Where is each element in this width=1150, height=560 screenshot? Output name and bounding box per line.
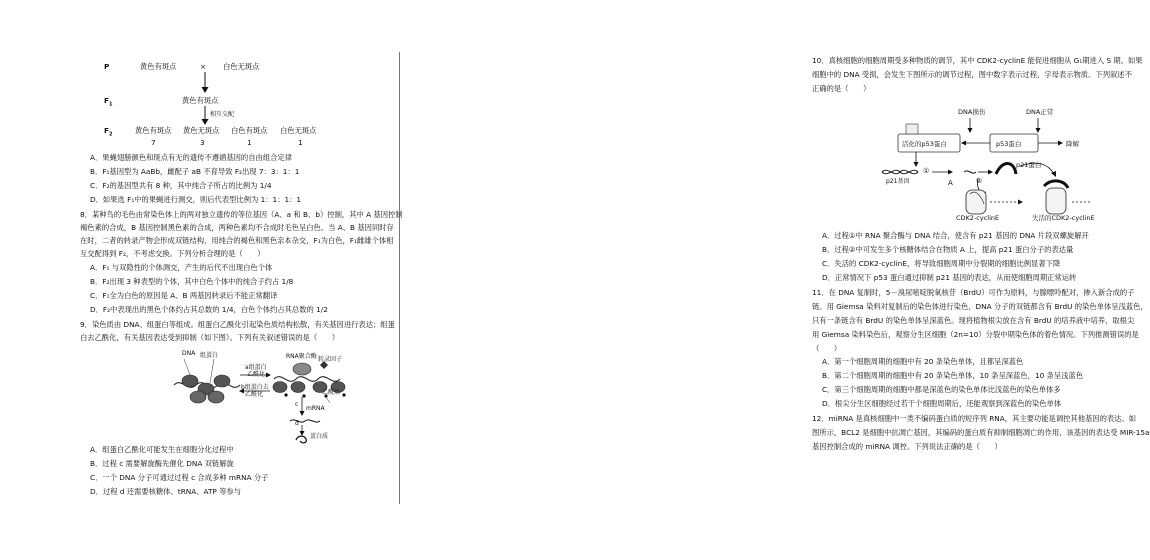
transcription-factor-label: 转录因子	[318, 356, 343, 363]
f2-phenotype: 白色无斑点	[280, 126, 317, 135]
p-cross-symbol: ×	[200, 62, 207, 71]
f2-ratio: 1	[298, 138, 303, 147]
question-stem-line: 基因控制合成的 miRNA 调控。下列说法正确的是（ ）	[812, 442, 1002, 451]
question-stem-line: 在时，二者的转录产物会形成双链结构，用纯合的褐色和黑色亲本杂交，F₁为白色，F₁雌雄个体相	[80, 236, 394, 245]
option-d[interactable]: D．F₂中表现出的黑色个体约占其总数的 1/4，白色个体约占其总数的 1/2	[90, 305, 328, 314]
option-a[interactable]: A．第一个细胞周期的细胞中有 20 条染色单体，且都呈深蓝色	[822, 357, 1024, 366]
step-1-label: ①	[923, 167, 930, 175]
inactive-cdk-label: 失活的CDK2-cyclinE	[1032, 214, 1095, 222]
down-arrow-icon	[200, 106, 210, 126]
option-a[interactable]: A．组蛋白乙酰化可能发生在细胞分化过程中	[90, 445, 234, 454]
option-b[interactable]: B．过程②中可发生多个核糖体结合在物质 A 上，提高 p21 蛋白分子的表达量	[822, 245, 1074, 254]
question-stem-line: 10．真核细胞的细胞周期受多种物质的调节，其中 CDK2-cyclinE 能促进细胞从 G₁期进入 S 期。如果	[812, 56, 1143, 65]
option-c[interactable]: C．一个 DNA 分子可通过过程 c 合成多种 mRNA 分子	[90, 473, 269, 482]
option-b[interactable]: B．过程 c 需要解旋酶先催化 DNA 双链解旋	[90, 459, 234, 468]
p53-pathway-diagram	[878, 104, 1108, 226]
down-arrow-icon	[200, 72, 210, 94]
dna-damage-label: DNA损伤	[958, 108, 986, 116]
process-a-label: 乙酰化	[247, 371, 266, 378]
question-stem-line: 褐色素的合成，B 基因控制黑色素的合成，两种色素均不合成时毛色呈白色。当 A、B 基因同时存	[80, 223, 394, 232]
option-c[interactable]: C．失活的 CDK2-cyclinE，将导致细胞周期中分裂期的细胞比例显著下降	[822, 259, 1061, 268]
process-b-label: b组蛋白去	[241, 384, 269, 391]
option-d[interactable]: D．正常情况下 p53 蛋白通过抑制 p21 基因的表达，从而使细胞周期正常运转	[822, 273, 1077, 282]
question-stem-line: 图所示，BCL2 是细胞中抗凋亡基因，其编码的蛋白质有抑制细胞凋亡的作用，该基因的表达受 MIR-15a	[812, 428, 1150, 437]
option-c[interactable]: C．F₁全为白色的原因是 A、B 两基因转录后不能正常翻译	[90, 291, 278, 300]
generation-f1-label: $F_1$	[104, 96, 113, 108]
p21-protein-label: p21蛋白	[1016, 161, 1042, 169]
option-d[interactable]: D．如果选 F₁中的果蝇进行测交，则后代表型比例为 1：1：1：1	[90, 195, 302, 204]
f2-ratio: 1	[247, 138, 252, 147]
f2-phenotype: 黄色无斑点	[183, 126, 220, 135]
mrna-label: mRNA	[306, 405, 325, 412]
question-stem-line: 9．染色质由 DNA、组蛋白等组成。组蛋白乙酰化引起染色质结构松散，有关基因进行表达；组蛋	[80, 320, 395, 329]
active-p53-label: 活化的p53蛋白	[902, 140, 947, 148]
rna-polymerase-label: RNA聚合酶	[286, 353, 317, 360]
acetyl-label: 乙酰基	[322, 389, 341, 396]
self-cross-note: 相互交配	[210, 111, 235, 118]
substance-a-label: A	[948, 179, 953, 187]
question-stem-line: 11．在 DNA 复制时，5－溴尿嘧啶脱氧核苷（BrdU）可作为原料，与腺嘌呤配对，掺入新合成的子	[812, 288, 1135, 297]
f2-phenotype: 黄色有斑点	[135, 126, 172, 135]
f2-phenotype: 白色有斑点	[231, 126, 268, 135]
option-b[interactable]: B．F₁基因型为 AaBb，雌配子 aB 不育导致 F₂出现 7：3：1：1	[90, 167, 300, 176]
p-male: 白色无斑点	[223, 62, 260, 71]
process-a-label: a组蛋白	[245, 364, 267, 371]
option-c[interactable]: C．F₂的基因型共有 8 种，其中纯合子所占的比例为 1/4	[90, 181, 272, 190]
option-c[interactable]: C．第三个细胞周期的细胞中都是深蓝色的染色单体比浅蓝色的染色单体多	[822, 385, 1061, 394]
option-b[interactable]: B．F₂出现 3 种表型的个体，其中白色个体中的纯合子约占 1/8	[90, 277, 294, 286]
question-stem-line: 互交配得到 F₂，不考虑交换。下列分析合理的是（ ）	[80, 249, 265, 258]
question-stem-line: 8．某种鸟的毛色由常染色体上的两对独立遗传的等位基因（A、a 和 B、b）控制，其中 A 基因控制	[80, 210, 403, 219]
question-stem-line: 细胞中的 DNA 受损，会发生下图所示的调节过程，图中数字表示过程，字母表示物质。下列叙述不	[812, 70, 1132, 79]
option-a[interactable]: A．F₁ 与双隐性的个体测交，产生的后代不出现白色个体	[90, 263, 273, 272]
option-a[interactable]: A．过程①中 RNA 聚合酶与 DNA 结合，使含有 p21 基因的 DNA 片段双螺旋解开	[822, 231, 1089, 240]
cdk-label: CDK2-cyclinE	[956, 214, 1000, 222]
p53-label: p53蛋白	[996, 140, 1022, 148]
p21-gene-label: p21基因	[886, 178, 910, 185]
option-b[interactable]: B．第二个细胞周期的细胞中有 20 条染色单体，10 条呈深蓝色，10 条呈浅蓝色	[822, 371, 1084, 380]
option-d[interactable]: D．根尖分生区细胞经过若干个细胞周期后，还能观察到深蓝色的染色单体	[822, 399, 1062, 408]
f1-phenotype: 黄色有斑点	[182, 96, 219, 105]
question-stem-line: （ ）	[812, 344, 842, 353]
question-stem-line: 12．miRNA 是真核细胞中一类不编码蛋白质的短序列 RNA，其主要功能是调控其他基因的表达。如	[812, 414, 1137, 423]
generation-f2-label: $F_2$	[104, 126, 113, 138]
degrade-label: 降解	[1066, 140, 1079, 148]
option-a[interactable]: A．果蝇翅膀颜色和斑点有无的遗传不遵循基因的自由组合定律	[90, 153, 293, 162]
p-female: 黄色有斑点	[140, 62, 177, 71]
question-stem-line: 链。用 Giemsa 染料对复制后的染色体进行染色，DNA 分子的双链都含有 BrdU 的染色单体呈浅蓝色，	[812, 302, 1148, 311]
dna-label: DNA	[182, 350, 196, 357]
f2-ratio: 7	[151, 138, 156, 147]
option-d[interactable]: D．过程 d 还需要核糖体、tRNA、ATP 等参与	[90, 487, 242, 496]
question-stem-line: 正确的是（ ）	[812, 84, 871, 93]
protein-label: 蛋白质	[310, 433, 329, 440]
generation-p-label: P	[104, 62, 110, 71]
f2-ratio: 3	[200, 138, 205, 147]
process-c-label: c	[295, 401, 299, 408]
column-divider	[399, 52, 400, 504]
step-2-label: ②	[976, 177, 983, 185]
question-stem-line: 白去乙酰化，有关基因表达受到抑制（如下图）。下列有关叙述错误的是（ ）	[80, 333, 340, 342]
process-d-label: d	[295, 420, 299, 427]
histone-label: 组蛋白	[200, 352, 219, 359]
question-stem-line: 用 Giemsa 染料染色后，观察分生区细胞（2n=10）分裂中期染色体的着色情况。下列推测错误的是	[812, 330, 1139, 339]
process-b-label: 乙酰化	[245, 391, 264, 398]
question-stem-line: 只有一条链含有 BrdU 的染色单体呈深蓝色。现将植物根尖放在含有 BrdU 的培养液中培养，取根尖	[812, 316, 1135, 325]
dna-normal-label: DNA正常	[1026, 108, 1054, 116]
